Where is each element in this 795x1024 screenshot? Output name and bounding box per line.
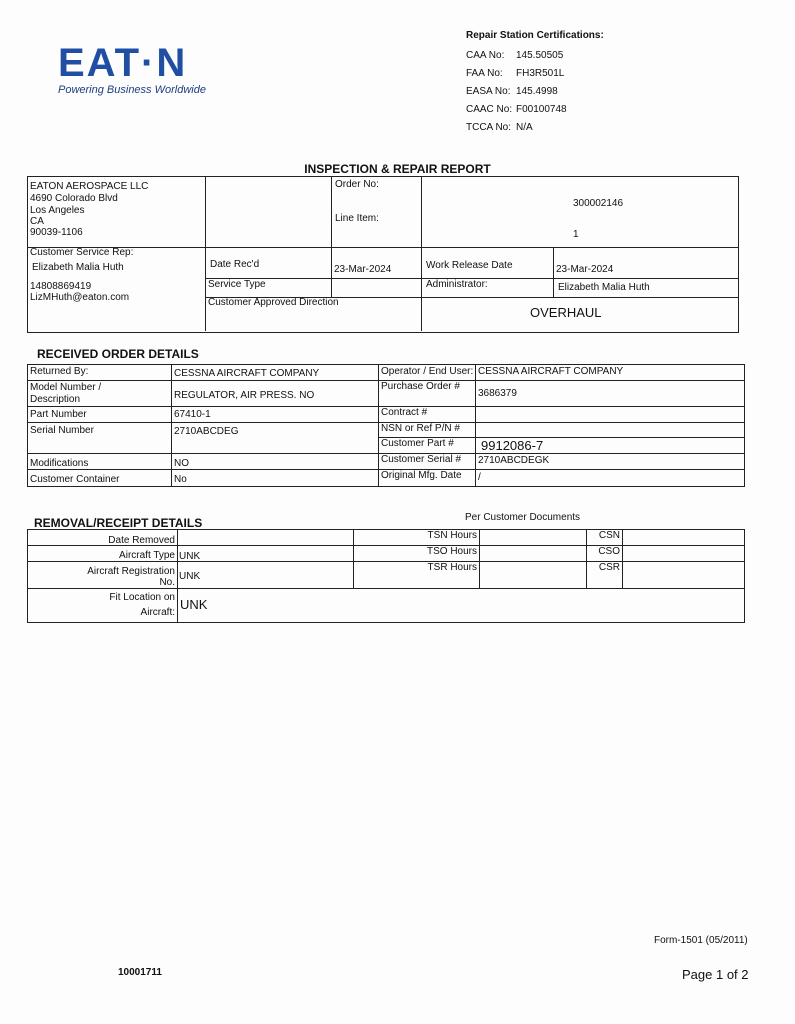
cert-label: EASA No: <box>466 85 511 97</box>
divider <box>171 364 172 486</box>
tso-hours-label: TSO Hours <box>426 546 477 557</box>
aircraft-type-value: UNK <box>179 551 201 562</box>
serial-number-label: Serial Number <box>30 425 94 436</box>
part-number-label: Part Number <box>30 409 87 420</box>
cert-value: N/A <box>516 121 533 133</box>
divider <box>475 364 476 486</box>
model-label-line2: Description <box>30 394 81 405</box>
page-indicator: Page 1 of 2 <box>682 967 749 982</box>
csr-label: Customer Service Rep: <box>30 247 134 258</box>
mfg-date-label: Original Mfg. Date <box>381 470 462 481</box>
divider <box>586 529 587 588</box>
cert-row <box>466 100 604 118</box>
header-table-border <box>27 176 739 333</box>
fit-location-value: UNK <box>180 597 208 612</box>
date-recd-label: Date Rec'd <box>210 259 260 270</box>
cert-label: CAA No: <box>466 49 505 61</box>
cert-label: FAA No: <box>466 67 503 79</box>
company-name: EATON AEROSPACE LLC <box>30 181 149 192</box>
cert-value: 145.4998 <box>516 85 558 97</box>
company-zip: 90039-1106 <box>30 227 83 238</box>
customer-serial-label: Customer Serial # <box>381 454 462 465</box>
divider <box>553 247 554 297</box>
po-label: Purchase Order # <box>381 381 460 392</box>
modifications-label: Modifications <box>30 458 89 469</box>
operator-value: CESSNA AIRCRAFT COMPANY <box>478 366 624 377</box>
mfg-date-value: / <box>478 472 481 483</box>
csr-label: CSR <box>598 562 620 573</box>
container-value: No <box>174 474 187 485</box>
cert-row <box>466 64 604 82</box>
company-state: CA <box>30 216 44 227</box>
serial-number-value: 2710ABCDEG <box>174 426 239 437</box>
received-order-title: RECEIVED ORDER DETAILS <box>37 347 199 361</box>
customer-part-label: Customer Part # <box>381 438 454 449</box>
removal-receipt-title: REMOVAL/RECEIPT DETAILS <box>34 516 203 530</box>
registration-label-line2: No. <box>159 577 175 588</box>
document-number: 10001711 <box>118 967 162 978</box>
operator-label: Operator / End User: <box>381 366 474 377</box>
divider <box>27 588 744 589</box>
order-no-value: 300002146 <box>573 198 624 209</box>
container-label: Customer Container <box>30 474 120 485</box>
csr-phone: 14808869419 <box>30 281 92 292</box>
fit-location-label-line1: Fit Location on <box>109 592 175 603</box>
returned-by-label: Returned By: <box>30 366 89 377</box>
repair-station-certifications <box>466 30 604 136</box>
po-value: 3686379 <box>478 388 517 399</box>
cert-row <box>466 82 604 100</box>
report-title: INSPECTION & REPAIR REPORT <box>304 162 491 176</box>
cert-row <box>466 46 604 64</box>
company-address: 4690 Colorado Blvd <box>30 193 118 204</box>
cso-label: CSO <box>598 546 620 557</box>
company-city: Los Angeles <box>30 205 85 216</box>
divider <box>353 529 354 588</box>
csn-label: CSN <box>598 530 620 541</box>
csr-name: Elizabeth Malia Huth <box>32 262 124 273</box>
work-release-value: 23-Mar-2024 <box>556 264 614 275</box>
customer-serial-value: 2710ABCDEGK <box>478 455 550 466</box>
tsn-hours-label: TSN Hours <box>427 530 477 541</box>
cert-value: 145.50505 <box>516 49 564 61</box>
administrator-label: Administrator: <box>426 279 488 290</box>
registration-label-line1: Aircraft Registration <box>87 566 175 577</box>
per-customer-documents: Per Customer Documents <box>465 512 581 523</box>
model-label-line1: Model Number / <box>30 382 102 393</box>
eaton-logo <box>58 41 218 96</box>
registration-value: UNK <box>179 571 201 582</box>
divider <box>205 176 206 331</box>
divider <box>177 529 178 622</box>
model-value: REGULATOR, AIR PRESS. NO <box>174 390 315 401</box>
cert-value: F00100748 <box>516 103 567 115</box>
aircraft-type-label: Aircraft Type <box>119 550 175 561</box>
certs-title: Repair Station Certifications: <box>466 30 604 41</box>
returned-by-value: CESSNA AIRCRAFT COMPANY <box>174 368 320 379</box>
administrator-value: Elizabeth Malia Huth <box>558 282 650 293</box>
modifications-value: NO <box>174 458 189 469</box>
logo-mark: EAT·N <box>58 41 188 85</box>
approved-direction-label: Customer Approved Direction <box>208 297 339 308</box>
form-number: Form-1501 (05/2011) <box>654 935 748 946</box>
cert-label: CAAC No: <box>466 103 513 115</box>
contract-label: Contract # <box>381 407 428 418</box>
line-item-value: 1 <box>573 229 579 240</box>
order-no-label: Order No: <box>335 179 379 190</box>
logo-tagline: Powering Business Worldwide <box>58 84 206 96</box>
nsn-label: NSN or Ref P/N # <box>381 423 460 434</box>
divider <box>421 176 422 331</box>
date-removed-label: Date Removed <box>108 535 175 546</box>
csr-email: LizMHuth@eaton.com <box>30 292 130 303</box>
date-recd-value: 23-Mar-2024 <box>334 264 392 275</box>
cert-label: TCCA No: <box>466 121 512 133</box>
divider <box>479 529 480 588</box>
customer-part-value: 9912086-7 <box>481 438 544 453</box>
line-item-label: Line Item: <box>335 213 379 224</box>
fit-location-label-line2: Aircraft: <box>140 607 175 618</box>
service-type-label: Service Type <box>208 279 266 290</box>
part-number-value: 67410-1 <box>174 409 211 420</box>
divider <box>27 247 738 248</box>
cert-value: FH3R501L <box>516 67 565 79</box>
cert-row <box>466 118 604 136</box>
divider <box>378 364 379 486</box>
divider <box>622 529 623 588</box>
tsr-hours-label: TSR Hours <box>427 562 477 573</box>
approved-direction-value: OVERHAUL <box>530 305 602 320</box>
work-release-label: Work Release Date <box>426 260 513 271</box>
